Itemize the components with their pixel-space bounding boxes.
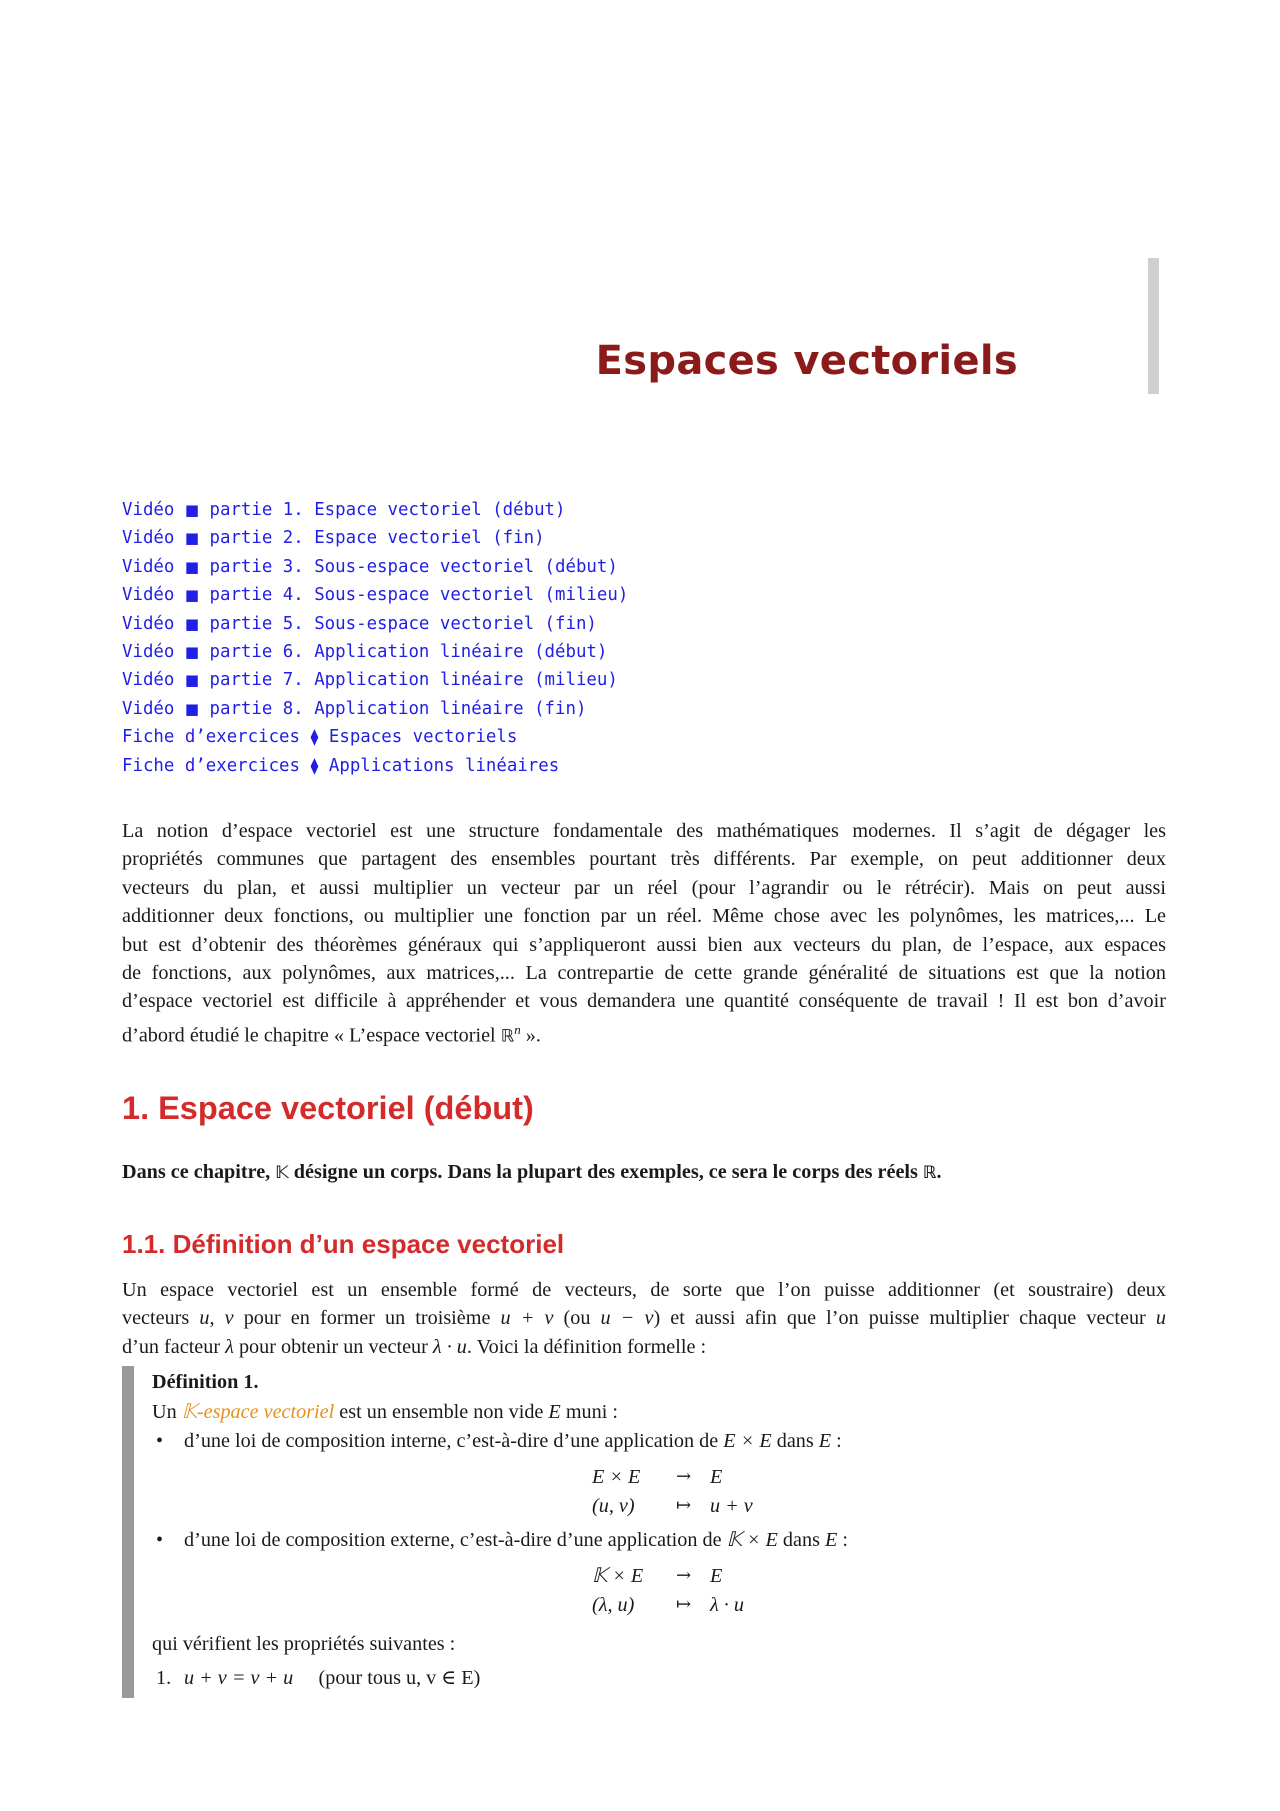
math: E (548, 1401, 561, 1423)
internal-law-text (184, 1427, 842, 1455)
square-icon: ■ (184, 529, 200, 548)
property-1 (184, 1664, 480, 1692)
video-link[interactable] (122, 638, 628, 666)
intro-line: La notion d’espace vectoriel est une structure fondamentale des mathématiques modernes. Il s’agit de dégager les (122, 820, 1166, 842)
map-image: λ · u (710, 1594, 744, 1616)
section-heading: 1. Espace vectoriel (début) (122, 1090, 534, 1126)
video-link[interactable] (122, 695, 628, 723)
external-law-map (592, 1562, 792, 1622)
link-prefix: Fiche d’exercices (122, 755, 300, 776)
definition-intro-paragraph (122, 1276, 1166, 1361)
map-element: (u, v) (592, 1495, 635, 1517)
intro-text: d’abord étudié le chapitre « L’espace vectoriel (122, 1024, 501, 1047)
map-element: (λ, u) (592, 1594, 635, 1616)
video-link[interactable] (122, 553, 628, 581)
property-condition: (pour tous u, v ∈ E) (318, 1667, 481, 1689)
link-label: partie 2. Espace vectoriel (fin) (209, 528, 545, 549)
bullet-icon: • (156, 1430, 164, 1452)
video-link[interactable] (122, 496, 628, 524)
math: u (1155, 1307, 1166, 1330)
reals-symbol: ℝ (922, 1163, 937, 1183)
link-label: partie 4. Sous-espace vectoriel (milieu) (209, 585, 629, 606)
text: (ou (553, 1307, 601, 1330)
link-label: partie 7. Application linéaire (milieu) (209, 670, 618, 691)
square-icon: ■ (184, 671, 200, 690)
link-prefix: Fiche d’exercices (122, 727, 300, 748)
mapsto-icon: ↦ (676, 1495, 692, 1516)
mapsto-icon: ↦ (676, 1594, 692, 1615)
math: E (824, 1529, 838, 1551)
text: pour obtenir un vecteur (233, 1335, 433, 1358)
link-label: partie 8. Application linéaire (fin) (209, 698, 587, 719)
square-icon: ■ (184, 614, 200, 633)
video-link[interactable] (122, 723, 628, 751)
link-prefix: Vidéo (122, 670, 175, 691)
text: muni : (560, 1401, 618, 1423)
link-label: partie 5. Sous-espace vectoriel (fin) (209, 613, 597, 634)
text: est un ensemble non vide (334, 1401, 549, 1423)
diamond-icon: ⧫ (310, 727, 319, 747)
text: : (837, 1529, 848, 1551)
text: d’une loi de composition interne, c’est-à-dire d’une application de (184, 1430, 724, 1452)
video-link[interactable] (122, 524, 628, 552)
link-prefix: Vidéo (122, 500, 175, 520)
square-icon: ■ (184, 557, 200, 576)
map-image: u + v (710, 1495, 753, 1517)
bullet-icon: • (156, 1529, 164, 1551)
link-prefix: Vidéo (122, 556, 175, 577)
field-symbol: 𝕂 (275, 1163, 289, 1183)
text: . Voici la définition formelle : (466, 1335, 707, 1358)
video-link[interactable] (122, 610, 628, 638)
text: pour en former un troisième (233, 1307, 501, 1330)
video-link[interactable] (122, 581, 628, 609)
link-prefix: Vidéo (122, 528, 175, 549)
math: λ (225, 1335, 234, 1358)
math: 𝕂 × E (726, 1529, 778, 1551)
link-label: partie 1. Espace vectoriel (début) (209, 500, 566, 520)
defined-term: 𝕂-espace vectoriel (181, 1401, 335, 1423)
square-icon: ■ (184, 501, 200, 519)
map-domain: 𝕂 × E (592, 1565, 644, 1587)
chapter-title: Espaces vectoriels (595, 338, 1018, 384)
math: u, v (199, 1307, 234, 1330)
link-label: Espaces vectoriels (328, 727, 518, 748)
intro-line: but est d’obtenir des théorèmes généraux qui s’appliqueront aussi bien aux vecteurs du plan, de l’espace, aux espaces (122, 933, 1166, 956)
math: u − v (600, 1307, 654, 1330)
note-text: . (936, 1161, 942, 1183)
math: λ · u (432, 1335, 467, 1358)
intro-line: propriétés communes que partagent des ensembles pourtant très différents. Par exemple, on peut additionner deux (122, 848, 1166, 871)
arrow-icon: → (676, 1565, 692, 1586)
intro-line: vecteurs du plan, et aussi multiplier un vecteur par un réel (pour l’agrandir ou le rétrécir). Mais on peut aussi (122, 876, 1166, 899)
map-domain: E × E (592, 1466, 641, 1488)
text: dans (771, 1430, 819, 1452)
video-link[interactable] (122, 752, 628, 780)
intro-line (122, 1016, 1166, 1051)
text: d’un facteur (122, 1335, 226, 1358)
intro-line: de fonctions, aux polynômes, aux matrices,... La contrepartie de cette grande généralité de situations est que la notion (122, 962, 1166, 985)
text: : (831, 1430, 842, 1452)
link-label: partie 3. Sous-espace vectoriel (début) (209, 556, 618, 577)
chapter-title-bar (1148, 258, 1159, 394)
text: Un (152, 1401, 182, 1423)
text: d’une loi de composition externe, c’est-à-dire d’une application de (184, 1529, 727, 1551)
square-icon: ■ (184, 586, 200, 605)
math: E (818, 1430, 832, 1452)
text: vecteurs (122, 1307, 200, 1330)
math: E × E (723, 1430, 772, 1452)
internal-law-map (592, 1463, 792, 1523)
text: dans (777, 1529, 825, 1551)
square-icon: ■ (184, 643, 200, 662)
intro-line: d’espace vectoriel est difficile à appréhender et vous demandera une quantité conséquente de travail ! Il est bon d’avoir (122, 990, 1166, 1013)
map-codomain: E (710, 1565, 723, 1587)
link-prefix: Vidéo (122, 642, 175, 663)
properties-intro: qui vérifient les propriétés suivantes : (152, 1633, 456, 1655)
definition-box-bar (122, 1366, 134, 1698)
map-codomain: E (710, 1466, 723, 1488)
link-prefix: Vidéo (122, 698, 175, 719)
definition-intro (152, 1398, 618, 1426)
reals-symbol: ℝ (500, 1026, 515, 1047)
link-prefix: Vidéo (122, 613, 175, 634)
note-text: Dans ce chapitre, (122, 1161, 276, 1183)
video-link[interactable] (122, 666, 628, 694)
diamond-icon: ⧫ (310, 755, 319, 775)
link-label: partie 6. Application linéaire (début) (209, 642, 608, 663)
intro-line: additionner deux fonctions, ou multiplier une fonction par un réel. Même chose avec les polynômes, les matrices,... Le (122, 905, 1166, 928)
video-links-list (122, 496, 628, 780)
text: ) et aussi afin que l’on puisse multiplier chaque vecteur (653, 1307, 1156, 1330)
link-label: Applications linéaires (328, 755, 560, 776)
para-line (122, 1333, 1166, 1361)
math: u + v (500, 1307, 554, 1330)
intro-text: ». (520, 1024, 541, 1047)
link-prefix: Vidéo (122, 585, 175, 606)
exponent-n: n (514, 1021, 521, 1037)
intro-paragraph (122, 817, 1166, 1051)
note-text: désigne un corps. Dans la plupart des exemples, ce sera le corps des réels (288, 1161, 923, 1183)
external-law-text (184, 1526, 848, 1554)
square-icon: ■ (184, 699, 200, 718)
subsection-heading: 1.1. Définition d’un espace vectoriel (122, 1229, 565, 1259)
definition-title: Définition 1. (152, 1371, 259, 1393)
property-formula: u + v = v + u (184, 1667, 294, 1689)
arrow-icon: → (676, 1466, 692, 1487)
section-note (122, 1158, 942, 1187)
property-number: 1. (156, 1667, 172, 1689)
para-line: Un espace vectoriel est un ensemble formé de vecteurs, de sorte que l’on puisse additionner (et soustraire) deux (122, 1279, 1166, 1301)
para-line (122, 1304, 1166, 1332)
